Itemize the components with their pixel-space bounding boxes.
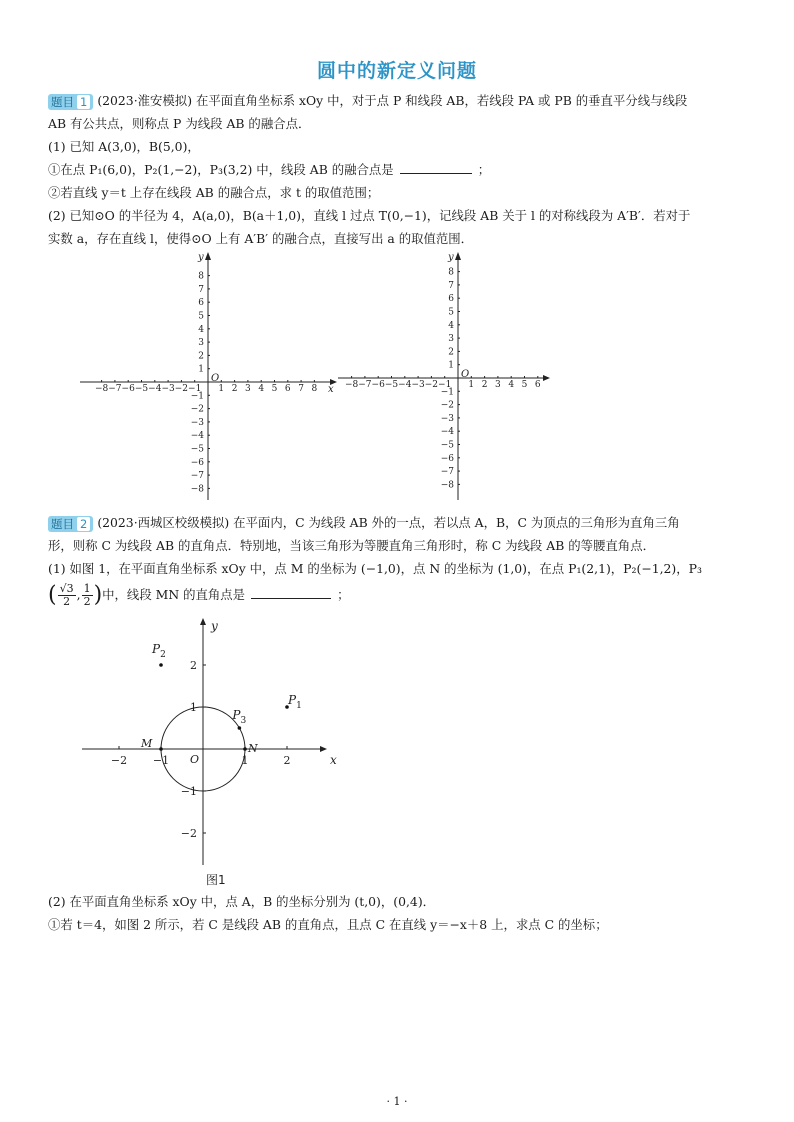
y-tick-label: 1 [190, 701, 197, 714]
origin-label: O [211, 373, 220, 384]
y-tick-label: −8 [440, 480, 454, 491]
x-axis-arrow [320, 746, 327, 752]
y-tick-label: −7 [440, 467, 454, 478]
label-P3: $P_3$ [232, 708, 247, 726]
y-tick-label: 1 [198, 364, 204, 375]
x-tick-label: −3 [161, 384, 175, 394]
problem2-line2: 形，则称 C 为线段 AB 的直角点．特别地，当该三角形为等腰直角三角形时，称 C 为线段 AB 的等腰直角点． [48, 538, 655, 553]
y-axis-label: y [198, 252, 204, 263]
y-tick-label: 6 [198, 298, 204, 309]
answer-blank-2[interactable] [251, 586, 331, 599]
y-tick-label: −1 [440, 387, 454, 398]
y-tick-label: −2 [180, 827, 197, 840]
fraction-sqrt3-over-2: $\frac{√3}{2}$ [59, 582, 74, 608]
y-tick-label: 3 [198, 338, 204, 349]
x-tick-label: 6 [534, 380, 541, 390]
problem2-line4: ( $\frac{√3}{2}$ , $\frac{1}{2}$ )中，线段 MN 的直角点是 ； [48, 582, 350, 608]
y-axis-label: y [211, 619, 218, 633]
x-tick-label: −4 [148, 384, 162, 394]
y-axis-arrow [205, 252, 211, 260]
y-tick-label: −7 [190, 471, 204, 482]
x-axis-label: x [330, 753, 337, 767]
x-tick-label: −3 [411, 380, 425, 390]
x-tick-label: 2 [231, 384, 238, 394]
y-tick-label: 8 [198, 271, 204, 282]
x-tick-label: −7 [358, 380, 372, 390]
x-tick-label: 6 [284, 384, 291, 394]
x-tick-label: 2 [283, 754, 291, 767]
fraction-1-over-2: $\frac{1}{2}$ [83, 582, 91, 608]
y-tick-label: 2 [190, 659, 197, 672]
x-tick-label: −5 [384, 380, 399, 390]
problem1-line6: (2) 已知⊙O 的半径为 4，A(a,0)，B(a＋1,0)，直线 l 过点 T(0,−1)，记线段 AB 关于 l 的对称线段为 A′B′．若对于 [48, 208, 691, 223]
x-tick-label: −8 [344, 380, 359, 390]
x-tick-label: 4 [508, 380, 515, 390]
point-m [159, 747, 163, 751]
coordinate-grid-2 [338, 248, 553, 500]
y-tick-label: −2 [440, 400, 454, 411]
x-axis-arrow [543, 375, 550, 381]
label-N: N [248, 742, 258, 755]
y-tick-label: 5 [198, 311, 204, 322]
origin-label: O [190, 753, 200, 766]
y-tick-label: −2 [190, 404, 204, 415]
y-tick-label: 2 [198, 351, 204, 362]
x-tick-label: 7 [298, 384, 304, 394]
y-tick-label: 3 [448, 334, 454, 345]
y-tick-label: −8 [190, 484, 204, 495]
problem2-line5: (2) 在平面直角坐标系 xOy 中，点 A，B 的坐标分别为 (t,0)，(0,4)． [48, 894, 436, 909]
y-tick-label: 6 [448, 294, 454, 305]
problem2-line6: ①若 t＝4，如图 2 所示，若 C 是线段 AB 的直角点，且点 C 在直线 y＝−x＋8 上，求点 C 的坐标； [48, 917, 608, 932]
y-tick-label: −3 [440, 413, 454, 424]
y-tick-label: 1 [448, 360, 454, 371]
x-tick-label: −1 [438, 380, 452, 390]
y-tick-label: −1 [190, 391, 204, 402]
x-tick-label: 3 [495, 380, 501, 390]
problem1-number: 1 [77, 95, 90, 109]
y-tick-label: 5 [448, 307, 454, 318]
problem1-line4: ①在点 P₁(6,0)，P₂(1,−2)，P₃(3,2) 中，线段 AB 的融合点是 ； [48, 162, 491, 177]
figure-caption: 图1 [206, 873, 226, 887]
y-tick-label: 8 [448, 267, 454, 278]
x-tick-label: −6 [121, 384, 135, 394]
x-tick-label: 8 [311, 384, 318, 394]
problem1-text-1: (2023·淮安模拟) 在平面直角坐标系 xOy 中，对于点 P 和线段 AB，若线段 PA 或 PB 的垂直平分线与线段 [97, 93, 688, 108]
figure-1-circle-diagram [82, 615, 342, 890]
problem1-badge: 题目 1 [48, 94, 93, 110]
label-P2: $P_2$ [152, 642, 166, 660]
x-tick-label: 5 [271, 384, 278, 394]
x-tick-label: 1 [468, 380, 475, 390]
label-M: M [141, 737, 153, 750]
x-tick-label: −8 [94, 384, 109, 394]
x-tick-label: −1 [152, 754, 170, 767]
y-tick-label: 4 [448, 320, 454, 331]
problem1-line5: ②若直线 y＝t 上存在线段 AB 的融合点，求 t 的取值范围； [48, 185, 380, 200]
y-tick-label: 2 [448, 347, 454, 358]
y-tick-label: −6 [440, 453, 454, 464]
page-number: · 1 · [386, 1095, 408, 1108]
x-tick-label: −1 [188, 384, 202, 394]
x-axis-label: x [328, 384, 334, 395]
y-tick-label: −4 [440, 427, 454, 438]
problem2-text-1: (2023·西城区校级模拟) 在平面内，C 为线段 AB 外的一点，若以点 A，B，C 为顶点的三角形为直角三角 [97, 515, 680, 530]
x-tick-label: −6 [371, 380, 385, 390]
y-tick-label: 7 [448, 280, 454, 291]
problem2-number: 2 [77, 517, 90, 531]
y-tick-label: −5 [440, 440, 454, 451]
label-P1: $P_1$ [288, 693, 302, 711]
y-tick-label: −4 [190, 431, 204, 442]
x-tick-label: −2 [110, 754, 128, 767]
y-tick-label: −1 [180, 785, 197, 798]
origin-label: O [461, 369, 470, 380]
x-tick-label: 2 [481, 380, 488, 390]
point-p2 [159, 663, 163, 667]
x-tick-label: −2 [424, 380, 439, 390]
x-tick-label: −2 [174, 384, 189, 394]
point-n [243, 747, 247, 751]
problem2-badge: 题目 2 [48, 516, 93, 532]
problem2-line3: (1) 如图 1，在平面直角坐标系 xOy 中，点 M 的坐标为 (−1,0)，点 N 的坐标为 (1,0)，在点 P₁(2,1)，P₂(−1,2)，P₃ [48, 561, 702, 576]
y-tick-label: −3 [190, 417, 204, 428]
x-tick-label: −5 [134, 384, 149, 394]
x-tick-label: 1 [218, 384, 225, 394]
y-tick-label: 7 [198, 284, 204, 295]
y-tick-label: −5 [190, 444, 204, 455]
point-p3 [238, 726, 242, 730]
y-axis-arrow [200, 618, 206, 625]
problem1-line3: (1) 已知 A(3,0)，B(5,0)， [48, 139, 200, 154]
y-axis-label: y [448, 252, 454, 263]
coordinate-grid-1 [80, 248, 340, 500]
x-tick-label: 1 [241, 754, 249, 767]
y-tick-label: 4 [198, 324, 204, 335]
y-axis-arrow [455, 252, 461, 260]
x-tick-label: 4 [258, 384, 265, 394]
problem1-line2: AB 有公共点，则称点 P 为线段 AB 的融合点． [48, 116, 311, 131]
x-tick-label: −7 [108, 384, 122, 394]
problem2-line1 [48, 514, 768, 532]
x-tick-label: 3 [245, 384, 251, 394]
page-title: 圆中的新定义问题 [316, 60, 477, 82]
y-tick-label: −6 [190, 457, 204, 468]
answer-blank-1[interactable] [400, 161, 472, 174]
x-tick-label: −4 [398, 380, 412, 390]
problem1-line1 [48, 92, 768, 110]
x-tick-label: 5 [521, 380, 528, 390]
problem1-line7: 实数 a，存在直线 l，使得⊙O 上有 A′B′ 的融合点，直接写出 a 的取值范围． [48, 231, 474, 246]
